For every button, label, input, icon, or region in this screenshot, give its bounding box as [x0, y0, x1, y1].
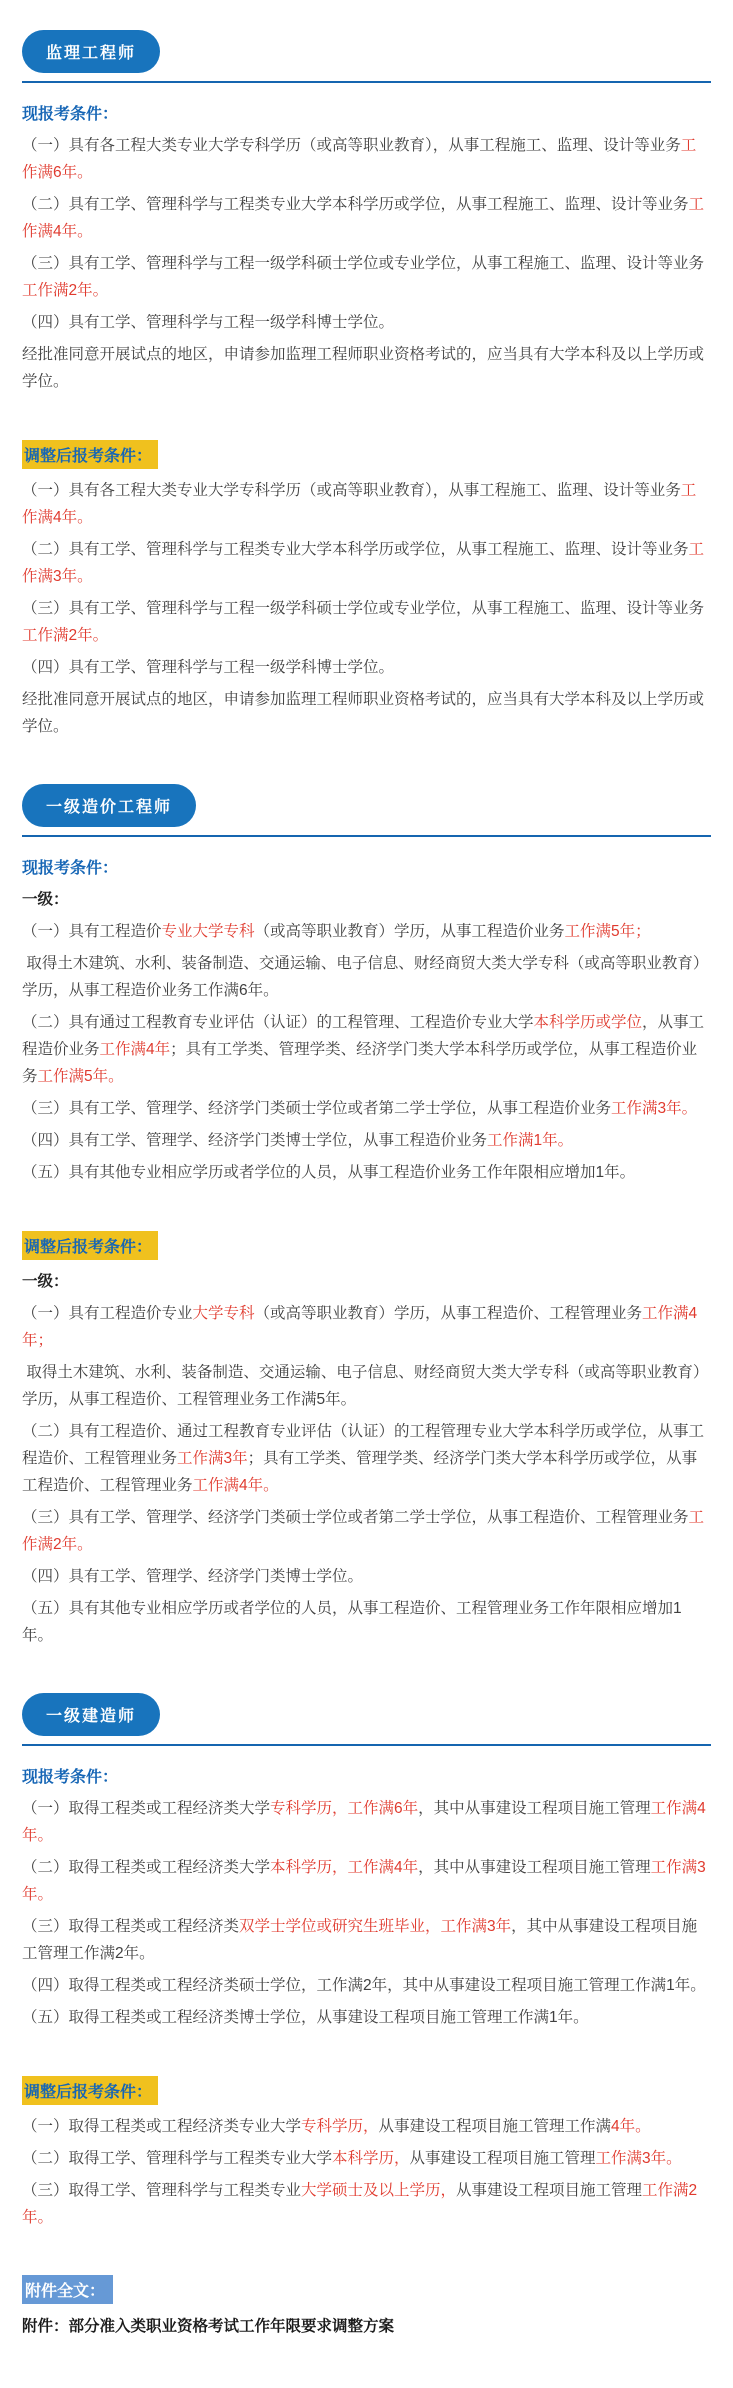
attachment-fulltext-label: 附件全文：	[22, 2275, 113, 2304]
requirement-text: 从事建设工程项目施工管理	[409, 2150, 596, 2167]
requirement-text: 经批准同意开展试点的地区，申请参加监理工程师职业资格考试的，应当具有大学本科及以上学历或学位。	[22, 691, 705, 735]
requirement-text: （二）取得工学、管理科学与工程类专业大学	[22, 2150, 333, 2167]
highlighted-requirement-text: 工作满4年。	[22, 196, 705, 240]
section-badge: 一级建造师	[22, 1693, 160, 1736]
highlighted-requirement-text: 工作满4年；	[22, 1305, 698, 1349]
highlighted-requirement-text: 工作满1年。	[487, 1132, 574, 1149]
highlighted-requirement-text: 专业大学专科	[161, 923, 255, 940]
requirement-paragraph	[22, 2004, 711, 2031]
section-first-class-constructor	[22, 1693, 711, 2231]
requirement-text: （一）具有工程造价	[22, 923, 162, 940]
requirement-paragraph	[22, 2113, 711, 2140]
highlighted-requirement-text: 工作满4年。	[22, 1800, 706, 1844]
requirement-paragraph	[22, 686, 711, 740]
highlighted-requirement-text: 工作满4年	[99, 1041, 171, 1058]
requirement-paragraph	[22, 1095, 711, 1122]
requirement-paragraph	[22, 536, 711, 590]
current-conditions-label-row	[22, 1764, 711, 1787]
highlighted-requirement-text: 工作满2年。	[22, 627, 109, 644]
requirement-paragraph	[22, 341, 711, 395]
requirement-text: （五）取得工程类或工程经济类博士学位，从事建设工程项目施工管理工作满1年。	[22, 2009, 589, 2026]
requirement-paragraph	[22, 191, 711, 245]
requirement-paragraph	[22, 1795, 711, 1849]
attachment-label-row	[22, 2275, 711, 2304]
requirement-text: （一）具有工程造价专业	[22, 1305, 193, 1322]
highlighted-requirement-text: 工作满2年。	[22, 1509, 705, 1553]
requirement-text: （五）具有其他专业相应学历或者学位的人员，从事工程造价、工程管理业务工作年限相应增加1年。	[22, 1600, 682, 1644]
highlighted-requirement-text: 工作满3年	[177, 1450, 248, 1467]
highlighted-requirement-text: 本科学历，工作满4年	[270, 1859, 419, 1876]
requirement-text: （四）具有工学、管理学、经济学门类博士学位。	[22, 1568, 364, 1585]
highlighted-requirement-text: 大学专科	[192, 1305, 255, 1322]
requirement-paragraph	[22, 1595, 711, 1649]
level-subheading: 一级：	[22, 891, 69, 908]
adjusted-conditions-label: 调整后报考条件：	[22, 440, 158, 469]
requirement-paragraph	[22, 1159, 711, 1186]
requirement-text: （四）具有工学、管理学、经济学门类博士学位，从事工程造价业务	[22, 1132, 488, 1149]
requirement-paragraph	[22, 1009, 711, 1090]
requirement-text: ；具有工学类、管理学类、经济学门类大学本科学历或学位，从事工程造价业务	[22, 1041, 698, 1085]
requirement-text: 取得土木建筑、水利、装备制造、交通运输、电子信息、财经商贸大类大学专科（或高等职业教育）学历，从事工程造价业务工作满6年。	[22, 955, 709, 999]
requirement-text: （三）取得工程类或工程经济类	[22, 1918, 240, 1935]
requirement-text: （或高等职业教育）学历，从事工程造价业务	[254, 923, 565, 940]
requirement-text: ，其中从事建设工程项目施工管理	[418, 1800, 651, 1817]
current-conditions-label: 现报考条件：	[22, 106, 119, 123]
highlighted-requirement-text: 工作满3年。	[611, 1100, 698, 1117]
highlighted-requirement-text: 工作满5年。	[37, 1068, 124, 1085]
section-gap	[22, 400, 711, 428]
requirement-text: （三）具有工学、管理科学与工程一级学科硕士学位或专业学位，从事工程施工、监理、设计等业务	[22, 255, 705, 272]
highlighted-requirement-text: 工作满2年。	[22, 2182, 698, 2226]
requirement-text: （四）具有工学、管理科学与工程一级学科博士学位。	[22, 314, 395, 331]
requirement-text: ，其中从事建设工程项目施工管理工作满2年。	[22, 1918, 698, 1962]
requirement-text: （三）具有工学、管理科学与工程一级学科硕士学位或专业学位，从事工程施工、监理、设计等业务	[22, 600, 705, 617]
requirement-paragraph	[22, 1504, 711, 1558]
requirement-text: （一）取得工程类或工程经济类专业大学	[22, 2118, 302, 2135]
sections-container	[22, 30, 711, 2231]
requirement-text: （五）具有其他专业相应学历或者学位的人员，从事工程造价业务工作年限相应增加1年。	[22, 1164, 636, 1181]
requirement-text: 取得土木建筑、水利、装备制造、交通运输、电子信息、财经商贸大类大学专科（或高等职业教育）学历，从事工程造价、工程管理业务工作满5年。	[22, 1364, 709, 1408]
requirement-paragraph	[22, 1854, 711, 1908]
section-gap	[22, 2036, 711, 2064]
highlighted-requirement-text: 4年。	[611, 2118, 651, 2135]
requirement-text: ，其中从事建设工程项目施工管理	[418, 1859, 651, 1876]
requirement-paragraph	[22, 595, 711, 649]
requirement-text: （一）具有各工程大类专业大学专科学历（或高等职业教育），从事工程施工、监理、设计等业务	[22, 482, 681, 499]
highlighted-requirement-text: 专科学历，工作满6年	[270, 1800, 419, 1817]
requirement-text: （一）具有各工程大类专业大学专科学历（或高等职业教育），从事工程施工、监理、设计等业务	[22, 137, 681, 154]
current-conditions-label-row	[22, 855, 711, 878]
requirement-text: ，从事工程造价业务	[22, 1014, 705, 1058]
requirement-text: （四）取得工程类或工程经济类硕士学位，工作满2年，其中从事建设工程项目施工管理工作满1年。	[22, 1977, 706, 1994]
requirement-paragraph	[22, 1563, 711, 1590]
attachment-title: 附件：部分准入类职业资格考试工作年限要求调整方案	[22, 2318, 395, 2335]
highlighted-requirement-text: 工作满3年。	[22, 541, 705, 585]
highlighted-requirement-text: 工作满4年。	[22, 482, 697, 526]
requirement-paragraph	[22, 309, 711, 336]
requirement-paragraph	[22, 1359, 711, 1413]
highlighted-requirement-text: 专科学历，	[301, 2118, 379, 2135]
requirement-text: （二）具有工学、管理科学与工程类专业大学本科学历或学位，从事工程施工、监理、设计等业务	[22, 541, 689, 558]
requirement-paragraph	[22, 918, 711, 945]
highlighted-requirement-text: 工作满6年。	[22, 137, 697, 181]
highlighted-requirement-text: 工作满3年。	[22, 1859, 706, 1903]
requirement-paragraph	[22, 477, 711, 531]
highlighted-requirement-text: 工作满5年；	[564, 923, 651, 940]
requirement-paragraph	[22, 1300, 711, 1354]
highlighted-requirement-text: 工作满3年。	[595, 2150, 682, 2167]
highlighted-requirement-text: 大学硕士及以上学历，	[301, 2182, 457, 2199]
adjusted-conditions-label: 调整后报考条件：	[22, 1231, 158, 1260]
requirement-paragraph	[22, 1418, 711, 1499]
adjusted-conditions-label-row	[22, 440, 711, 469]
requirement-text: ；具有工学类、管理学类、经济学门类大学本科学历或学位，从事工程造价、工程管理业务	[22, 1450, 698, 1494]
section-divider	[22, 1744, 711, 1746]
requirement-text: （三）具有工学、管理学、经济学门类硕士学位或者第二学士学位，从事工程造价业务	[22, 1100, 612, 1117]
requirement-text: 经批准同意开展试点的地区，申请参加监理工程师职业资格考试的，应当具有大学本科及以上学历或学位。	[22, 346, 705, 390]
attachment-section	[22, 2275, 711, 2340]
requirement-paragraph	[22, 1127, 711, 1154]
requirement-text: （二）具有工学、管理科学与工程类专业大学本科学历或学位，从事工程施工、监理、设计等业务	[22, 196, 689, 213]
requirement-paragraph	[22, 250, 711, 304]
requirement-paragraph	[22, 1913, 711, 1967]
adjusted-conditions-label-row	[22, 1231, 711, 1260]
requirement-paragraph	[22, 654, 711, 681]
section-gap	[22, 1191, 711, 1219]
highlighted-requirement-text: 工作满2年。	[22, 282, 109, 299]
highlighted-requirement-text: 本科学历或学位	[533, 1014, 643, 1031]
requirement-paragraph	[22, 132, 711, 186]
level-subheading: 一级：	[22, 1273, 69, 1290]
adjusted-conditions-label-row	[22, 2076, 711, 2105]
section-first-class-cost-engineer	[22, 784, 711, 1649]
requirement-text: （或高等职业教育）学历，从事工程造价、工程管理业务	[254, 1305, 643, 1322]
current-conditions-label-row	[22, 101, 711, 124]
requirement-paragraph	[22, 950, 711, 1004]
section-supervision-engineer	[22, 30, 711, 740]
requirement-text: （一）取得工程类或工程经济类大学	[22, 1800, 271, 1817]
section-divider	[22, 81, 711, 83]
requirement-paragraph	[22, 2145, 711, 2172]
requirement-paragraph	[22, 2177, 711, 2231]
requirement-text: （二）具有通过工程教育专业评估（认证）的工程管理、工程造价专业大学	[22, 1014, 534, 1031]
requirement-text: （四）具有工学、管理科学与工程一级学科博士学位。	[22, 659, 395, 676]
highlighted-requirement-text: 工作满4年。	[192, 1477, 279, 1494]
highlighted-requirement-text: 双学士学位或研究生班毕业，工作满3年	[239, 1918, 512, 1935]
adjusted-conditions-label: 调整后报考条件：	[22, 2076, 158, 2105]
current-conditions-label: 现报考条件：	[22, 860, 119, 877]
requirement-text: 从事建设工程项目施工管理	[456, 2182, 643, 2199]
requirement-text: （三）具有工学、管理学、经济学门类硕士学位或者第二学士学位，从事工程造价、工程管理业务	[22, 1509, 689, 1526]
section-badge: 一级造价工程师	[22, 784, 196, 827]
current-conditions-label: 现报考条件：	[22, 1769, 119, 1786]
section-badge: 监理工程师	[22, 30, 160, 73]
requirement-text: （二）取得工程类或工程经济类大学	[22, 1859, 271, 1876]
section-divider	[22, 835, 711, 837]
highlighted-requirement-text: 本科学历，	[332, 2150, 410, 2167]
requirement-text: 从事建设工程项目施工管理工作满	[378, 2118, 612, 2135]
requirement-text: （三）取得工学、管理科学与工程类专业	[22, 2182, 302, 2199]
requirement-text: （二）具有工程造价、通过工程教育专业评估（认证）的工程管理专业大学本科学历或学位，从事工程造价、工程管理业务	[22, 1423, 705, 1467]
requirement-paragraph	[22, 1972, 711, 1999]
